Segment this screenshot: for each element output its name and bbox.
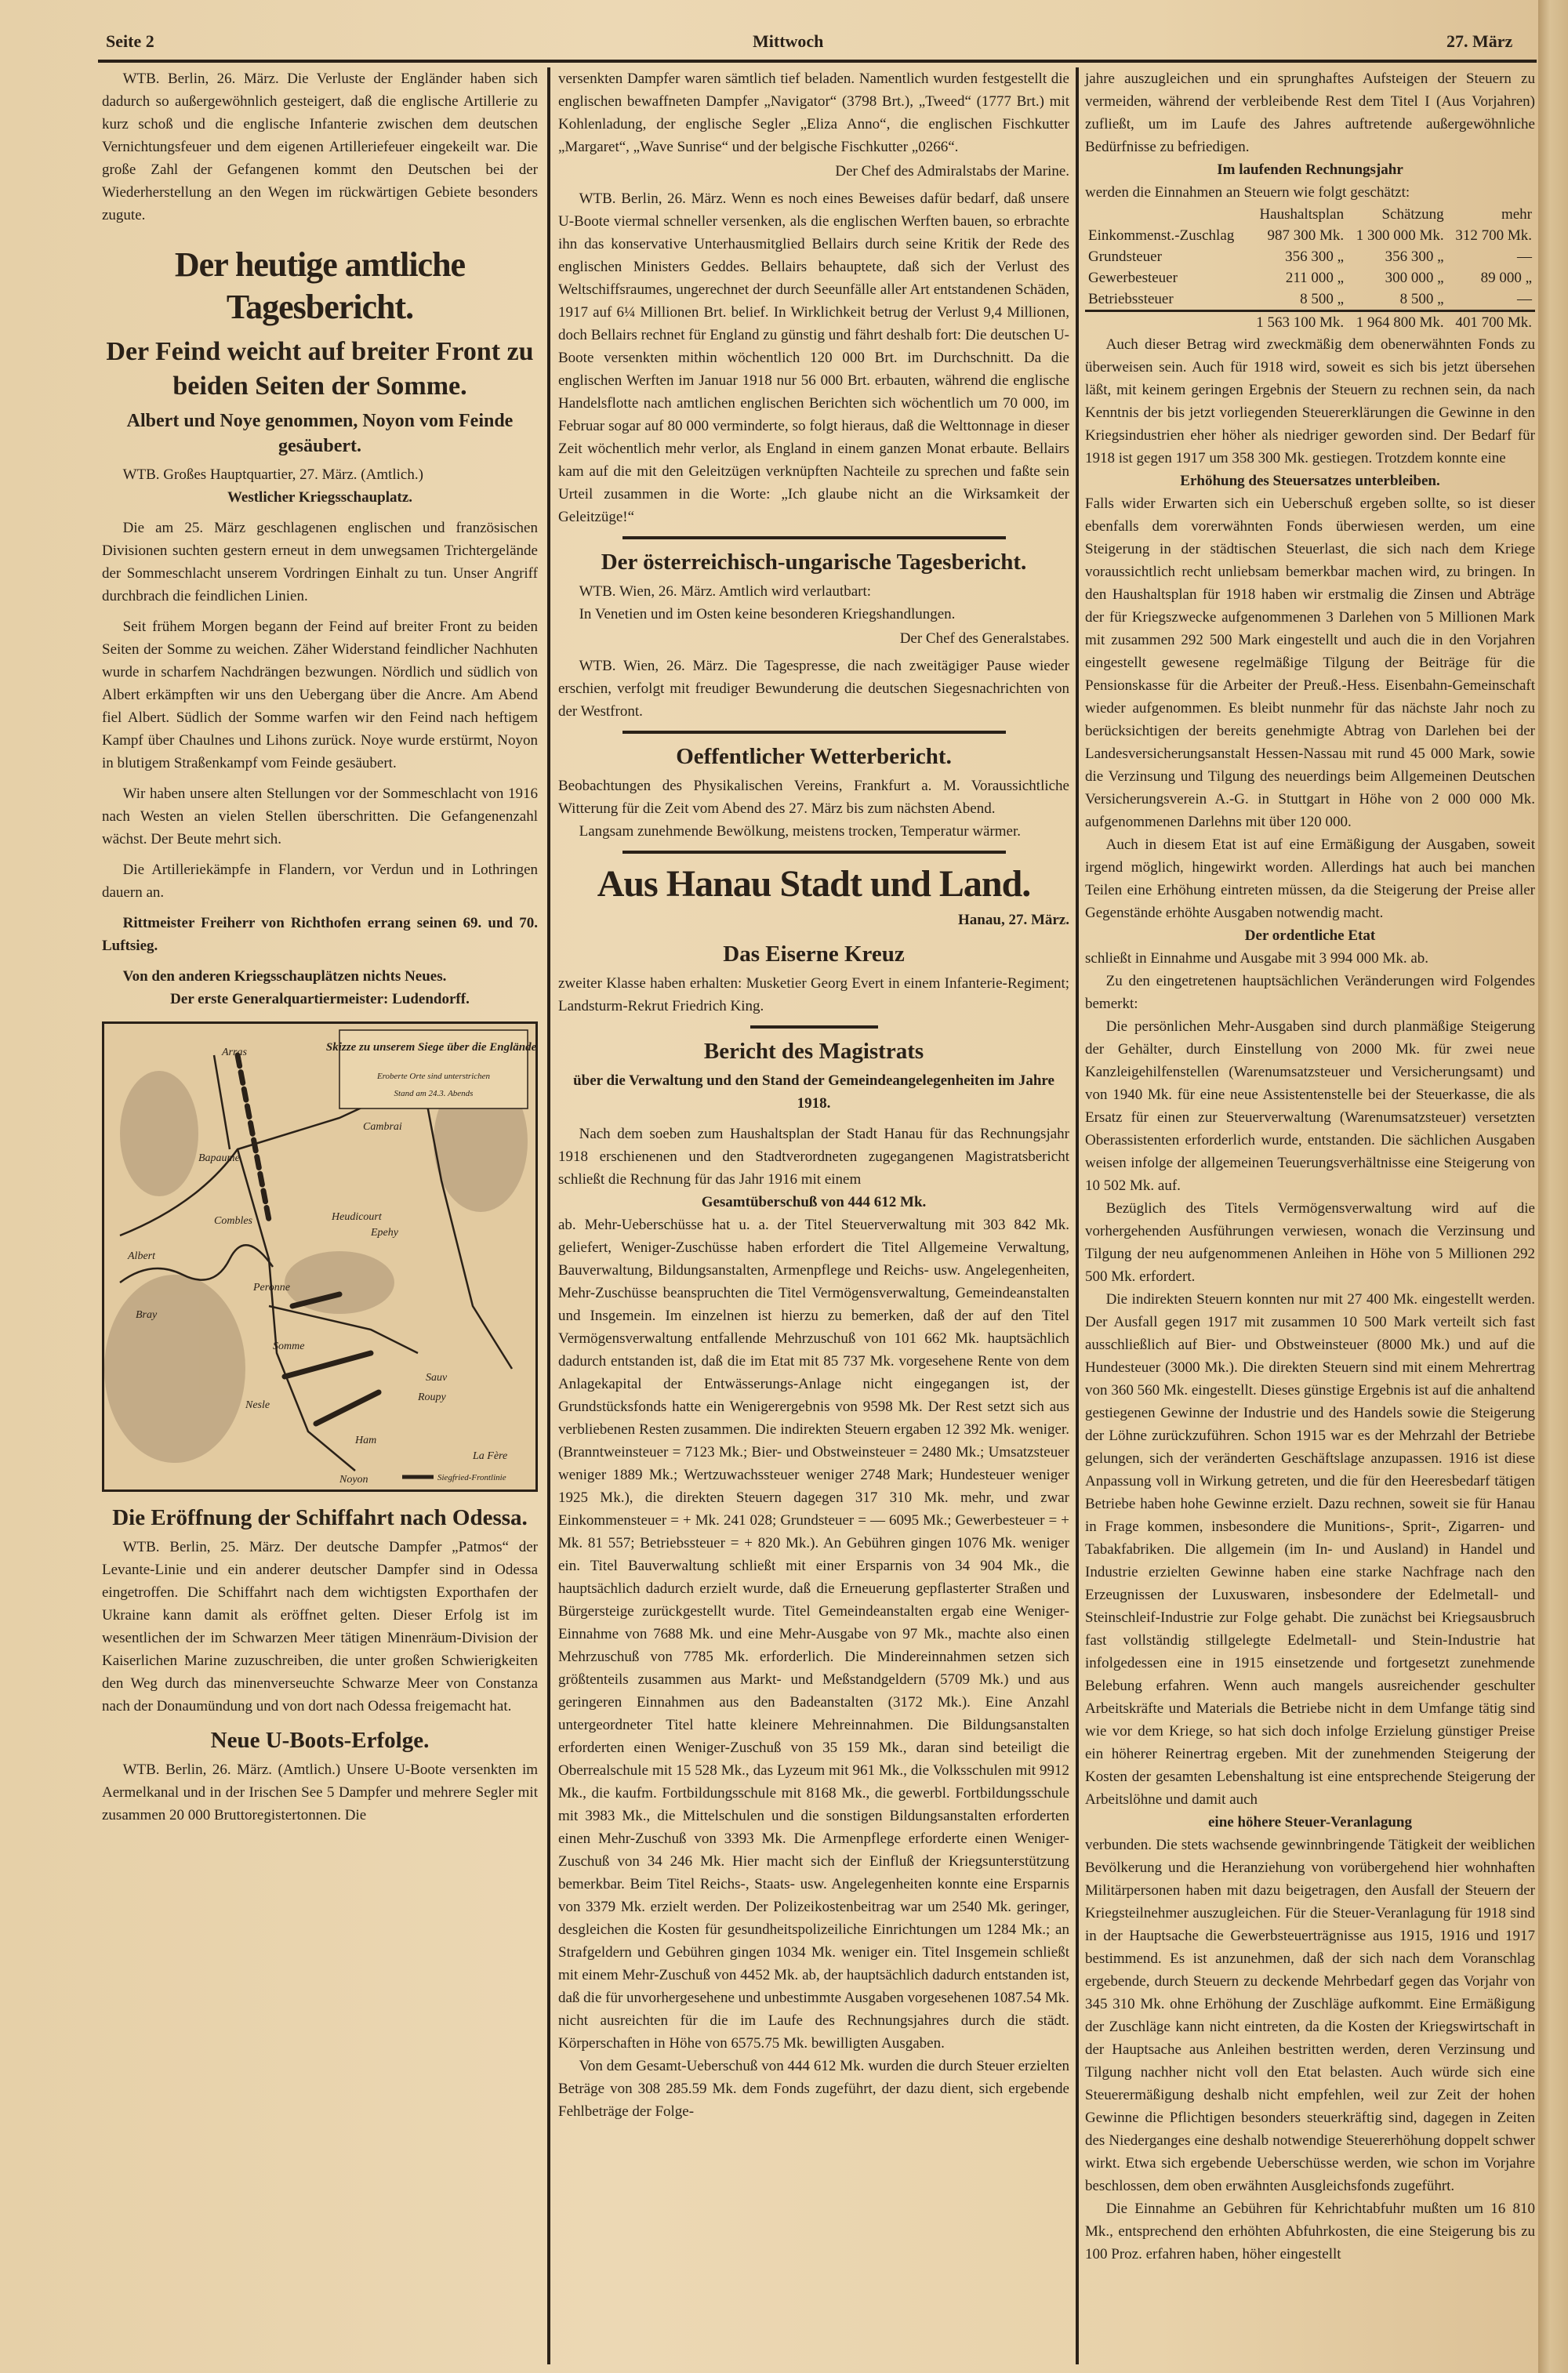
magistrate-paragraph: schließt in Einnahme und Ausgabe mit 3 994 000 Mk. ab. <box>1085 950 1429 967</box>
map-place-label: Albert <box>128 1250 155 1262</box>
magistrate-paragraph: Auch in diesem Etat ist auf eine Ermäßigung der Ausgaben, soweit irgend möglich, hingewirkt worden. Allerdings hat auch bei manchen Teilen eine Erhöhung eintreten müssen, da die Steigerung der Preise aller Gegenstände erhöhte Ausgaben notwendig macht. <box>1085 836 1535 921</box>
article-losses: WTB. Berlin, 26. März. Die Verluste der Engländer haben sich dadurch so außergewöhnlich gesteigert, daß die englische Artillerie zu kurz schoß und die englische Infanterie zwischen dem deutschen Vernichtungsfeuer und dem eigenen Artilleriefeuer eingekeilt war. Die große Zahl der Gefangenen kommt den Deutschen bei der Wiederherstellung an den Wegen im rückwärtigen Gebiete besonders zugute. <box>102 71 538 223</box>
headline-iron-cross: Das Eiserne Kreuz <box>723 942 905 967</box>
magistrate-paragraph: Zu den eingetretenen hauptsächlichen Veränderungen wird Folgendes bemerkt: <box>1085 973 1535 1012</box>
report-paragraph: Seit frühem Morgen begann der Feind auf breiter Front zu beiden Seiten der Somme zu weichen. Zäher Widerstand feindlicher Nachhuten wurde in scharfem Nachdrängen bezwungen. Nördlich und südlich von Albert erkämpften wir uns den Uebergang über die Ancre. Am Abend fiel Albert. Südlich der Somme warfen wir den Feind nach heftigem Kampf über Chaulnes und Lihons zurück. Noye wurde erstürmt, Noyon in blutigem Straßenkampf vom Feinde gesäubert. <box>102 619 538 771</box>
headline-daily-report: Der heutige amtliche Tagesbericht. <box>174 245 466 326</box>
magistrate-paragraph: Auch dieser Betrag wird zweckmäßig dem obenerwähnten Fonds zu überweisen sein. Auch für 1918 wird, soweit es sich bis jetzt übersehen läßt, mit keinem geringen Ergebnis der Steuern zu rechnen sein, da nach Kenntnis der bis jetzt vorliegenden Steuererklärungen die Gewinne in den Kriegsindustrien eher höher als niedriger geworden sind. Der Bedarf für 1918 ist gegen 1917 um 358 300 Mk. gestiegen. Trotzdem konnte eine <box>1085 336 1535 466</box>
article-uboot-cont: versenkten Dampfer waren sämtlich tief beladen. Namentlich wurden festgestellt die englischen bewaffneten Dampfer „Navigator“ (3798 Brt.), „Tweed“ (1777 Brt.) mit Kohlenladung, der englische Segler „Eliza Anno“, die englischen Fischkutter „Margaret“, „Wave Sunrise“ und der belgische Fischkutter „0266“. <box>558 71 1069 155</box>
dateline: WTB. Großes Hauptquartier, 27. März. (Amtlich.) <box>122 466 423 483</box>
map-place-label: Roupy <box>418 1392 446 1403</box>
map-place-label: Ham <box>355 1435 377 1446</box>
map-note: Eroberte Orte sind unterstrichen <box>376 1072 491 1081</box>
map-place-label: La Fère <box>473 1450 508 1462</box>
tax-estimate-table <box>1085 204 1535 333</box>
magistrate-paragraph: verbunden. Die stets wachsende gewinnbringende Tätigkeit der weiblichen Bevölkerung und die Heranziehung von vorübergehend hier wohnhaften Militärpersonen haben mit dazu beigetragen, den Ausfall der Steuern der Kriegsteilnehmer auszugleichen. Für die Steuer-Veranlagung für 1918 sind in der Hauptsache die Gewerbsteuerträgnisse aus 1915, 1916 und 1917 bestimmend. Es ist anzunehmen, daß der sich nach dem Voranschlag ergebende, durch Steuern zu deckende Mehrbedarf gegen das Vorjahr von 345 310 Mk. ohne Erhöhung der Zuschläge aufkommt. Eine Ermäßigung der Zuschläge kann nicht eintreten, da die Kosten der Kriegswirtschaft in der Hauptsache aus Anleihen bestritten werden, deren Verzinsung und Tilgung nachher nicht voll den Etat belasten. Auch würde sich eine Steuerermäßigung deshalb nicht empfehlen, weil zur Zeit der hohen Gewinne die Pflichtigen besonders steuerkräftig sind, dagegen in Zeiten des Niederganges eine deshalb notwendige Steuererhöhung doppelt schwer wirkt. Etwa sich ergebende Ueberschüsse werden, wie schon im Vorjahre beschlossen, dem oben erwähnten Ausgleichsfonds zugeführt. <box>1085 1837 1535 2194</box>
austria-dateline: WTB. Wien, 26. März. Amtlich wird verlautbart: <box>579 583 872 600</box>
signature-generalstab: Der Chef des Generalstabes. <box>899 630 1069 647</box>
subheadline-magistrate: über die Verwaltung und den Stand der Gemeindeangelegenheiten im Jahre 1918. <box>573 1072 1054 1112</box>
adjacent-page-edge <box>1538 0 1568 2373</box>
magistrate-paragraph: werden die Einnahmen an Steuern wie folgt geschätzt: <box>1085 184 1410 201</box>
header-rule <box>98 60 1537 63</box>
headline-uboot: Neue U-Boots-Erfolge. <box>210 1728 430 1753</box>
magistrate-paragraph: Die Einnahme an Gebühren für Kehrichtabfuhr mußten um 16 810 Mk., entsprechend den erhöhten Abfuhrkosten, die eine Steigerung bis zu 100 Proz. erfahren haben, höher eingestellt <box>1085 2201 1535 2262</box>
map-place-label: Sauv <box>426 1372 448 1384</box>
signature-admiralstab: Der Chef des Admiralstabs der Marine. <box>835 163 1069 180</box>
map-place-label: Heudicourt <box>332 1211 382 1223</box>
column-3 <box>1085 67 1535 2266</box>
map-place-label: Bray <box>136 1309 158 1321</box>
article-odessa: WTB. Berlin, 25. März. Der deutsche Dampfer „Patmos“ der Levante-Linie und ein anderer deutscher Dampfer sind in Odessa eingetroffen. Die Schiffahrt nach dem wichtigsten Exporthafen der Ukraine kann damit als eröffnet gelten. Dieser Erfolg ist im wesentlichen der im Schwarzen Meer tätigen Minenräum-Division der Kaiserlichen Marine zuzuschreiben, die unter großen Schwierigkeiten den Weg durch das minenverseuchte Schwarze Meer von Constanza nach der Donaumündung und von dort nach Odessa freigemacht hat. <box>102 1539 538 1714</box>
magistrate-paragraph: jahre auszugleichen und ein sprunghaftes Aufsteigen der Steuern zu vermeiden, während der verbleibende Rest dem Titel I (Aus Vorjahren) zufließt, um im Laufe des Jahres auftretende außergewöhnliche Bedürfnisse zu befriedigen. <box>1085 71 1535 155</box>
column-1 <box>102 67 538 1827</box>
map-place-label: Nesle <box>245 1399 270 1411</box>
headline-odessa: Die Eröffnung der Schiffahrt nach Odessa. <box>112 1505 528 1530</box>
report-paragraph: Von den anderen Kriegsschauplätzen nichts Neues. <box>122 968 447 985</box>
article-uboot: WTB. Berlin, 26. März. (Amtlich.) Unsere U-Boote versenkten im Aermelkanal und in der Irischen See 5 Dampfer und mehrere Segler mit zusammen 20 000 Bruttoregistertonnen. Die <box>102 1762 538 1823</box>
magistrate-paragraph: Die indirekten Steuern konnten nur mit 27 400 Mk. eingestellt werden. Der Ausfall gegen 1917 mit zusammen 10 500 Mark verteilt sich fast ausschließlich auf Bier- und Obstweinsteuer (8000 Mk.) und auf die Hundesteuer (3000 Mk.). Die direkten Steuern sind mit einem Mehrertrag von 360 560 Mk. eingestellt. Dieses günstige Ergebnis ist auf die anhaltend gestiegenen Gewinne der Industrie und des Handels sowie die Steigerung der Löhne zurückzuführen. Schon 1915 war es der Mehrzahl der Betriebe gelungen, sich der veränderten Geschäftslage anzupassen. 1916 ist diese Anpassung voll in Wirkung getreten, und die für den Heeresbedarf tätigen Betriebe haben hohe Gewinne erzielt. Dazu rechnen, soweit sie für Hanau in Frage kommen, insbesondere die Munitions-, Sprit-, Zigarren- und Tabakfabriken. Die allgemein (im In- und Ausland) in Handel und Industrie erzielten Gewinne haben eine starke Nachfrage nach den Erzeugnissen der Luxuswaren, insbesondere der Edelmetall- und Steinschleif-Industrie zur Folge gehabt. Die zunächst bei Kriegsausbruch fast vollständig stillgelegte Edelmetall- und Stein-Industrie hat infolgedessen eine in 1915 einsetzende und fortgesetzt zunehmende Belebung erfahren. Wenn auch mangels ausreichender geschulter Arbeitskräfte und Materials die Betriebe nicht in dem Umfange tätig sind wie vor dem Kriege, so hat sich doch infolge Erzielung günstiger Preise ein höherer Reinertrag ergeben. Mit der zunehmenden Steigerung der Kosten der gesamten Lebenshaltung ist eine entsprechende Steigerung der Arbeitslöhne und damit auch <box>1085 1291 1535 1808</box>
map-place-label: Arras <box>222 1047 247 1058</box>
report-paragraph: Wir haben unsere alten Stellungen vor der Sommeschlacht von 1916 nach Westen an vielen Stellen überschritten. Die Gefangenenzahl wächst. Der Beute mehrt sich. <box>102 786 538 847</box>
total-surplus: Gesamtüberschuß von 444 612 Mk. <box>701 1194 927 1210</box>
headline-austria: Der österreichisch-ungarische Tagesbericht. <box>601 550 1027 575</box>
map-place-label: Somme <box>273 1341 305 1352</box>
issue-date: 27. März <box>1446 31 1513 51</box>
report-paragraph: Die am 25. März geschlagenen englischen und französischen Divisionen suchten gestern erneut in dem unwegsamen Trichtergelände der Sommeschlacht unserem Vordringen Einhalt zu tun. Unser Angriff durchbrach die feindlichen Linien. <box>102 520 538 604</box>
weekday: Mittwoch <box>753 31 824 51</box>
table-total-row: 1 563 100 Mk. 1 964 800 Mk. 401 700 Mk. <box>1085 311 1535 334</box>
column-2 <box>558 67 1069 2123</box>
local-dateline: Hanau, 27. März. <box>958 912 1069 928</box>
subheading-tax-assessment: eine höhere Steuer-Veranlagung <box>1207 1814 1412 1831</box>
article-vienna-press: WTB. Wien, 26. März. Die Tagespresse, die nach zweitägiger Pause wieder erschien, verfolgt mit freudiger Bewunderung die deutschen Siegesnachrichten von der Westfront. <box>558 658 1069 720</box>
subheadline: Der Feind weicht auf breiter Front zu beiden Seiten der Somme. <box>106 337 534 401</box>
article-bellairs: WTB. Berlin, 26. März. Wenn es noch eines Beweises dafür bedarf, daß unsere U-Boote viermal schneller versenken, als die englischen Werften bauen, so erbrachte ihn das konservative Unterhausmitglied Bellairs durch seine Kritik der Rede des englischen Ministers Geddes. Bellairs behauptete, daß sich der Verlust des Weltschiffsraumes, ungerechnet der durch Seeunfälle aller Art entstandenen Schäden, 1917 auf 6¼ Millionen Brt. belief. In Wirklichkeit betrug der Verlust 9,4 Millionen, doch Bellairs rechnet für England zu günstig und fährt deshalb fort: Die deutschen U-Boote versenkten mithin wöchentlich 120 000 Brt. im Durchschnitt. Da die englischen Werften im Januar 1918 nur 56 000 Brt. erbauten, während die englische Handelsflotte nach amtlichen englischen Berichten sich wöchentlich um 70 000, im Februar sogar auf 80 000 verminderte, so folgt hieraus, daß die Welttonnage in dieser Zeit wöchentlich mehr verlor, als England in einem ganzen Monat erbaute. Bellairs kam auf die mit den Geleitzügen verknüpften Nachteile zu sprechen und faßte sein Urteil zusammen in die Worte: „Ich glaube nicht an die Wirksamkeit der Geleitzüge!“ <box>558 190 1069 525</box>
weather-forecast: Langsam zunehmende Bewölkung, meistens trocken, Temperatur wärmer. <box>579 823 1021 840</box>
table-header-row: Haushaltsplan Schätzung mehr <box>1259 206 1532 223</box>
subheading-tax-rate: Erhöhung des Steuersatzes unterbleiben. <box>1180 473 1440 489</box>
subheading-current-year: Im laufenden Rechnungsjahr <box>1217 161 1403 178</box>
headline-magistrate-report: Bericht des Magistrats <box>703 1039 924 1064</box>
table-row: Einkommenst.-Zuschlag 987 300 Mk. 1 300 000 Mk. 312 700 Mk. <box>1088 227 1532 244</box>
report-paragraph: Rittmeister Freiherr von Richthofen errang seinen 69. und 70. Luftsieg. <box>102 915 538 954</box>
war-map-somme <box>102 1021 538 1492</box>
subheading-ordinary-budget: Der ordentliche Etat <box>1244 927 1376 944</box>
magistrate-paragraph: Nach dem soeben zum Haushaltsplan der Stadt Hanau für das Rechnungsjahr 1918 erschienenen und den Stadtverordneten zugegangenen Magistratsbericht schließt die Rechnung für das Jahr 1916 mit einem <box>558 1126 1069 1188</box>
magistrate-paragraph: Bezüglich des Titels Vermögensverwaltung wird auf die vorhergehenden Ausführungen verwiesen, wonach die Verzinsung und Tilgung der neu aufgenommenen Anleihen in Höhe von 5 Millionen 292 500 Mk. erfordert. <box>1085 1200 1535 1285</box>
magistrate-paragraph: Von dem Gesamt-Ueberschuß von 444 612 Mk. wurden die durch Steuer erzielten Beträge von 308 285.59 Mk. dem Fonds zugeführt, der dazu dient, sich ergebende Fehlbeträge der Folge- <box>558 2058 1069 2120</box>
map-place-label: Bapaume <box>198 1152 240 1164</box>
austria-report: In Venetien und im Osten keine besonderen Kriegshandlungen. <box>579 606 956 622</box>
magistrate-paragraph: Die persönlichen Mehr-Ausgaben sind durch planmäßige Steigerung der Gehälter, durch Einstellung von 2000 Mk. für zwei neue Kanzleigehilfenstellen (Warenumsatzsteuer und Versicherungsamt) und von 1940 Mk. für eine neue Assistentenstelle bei der Steuerkasse, die als Ersatz für einen zur Steuerverwaltung (Warenumsatzsteuer) versetzten Oberassistenten erforderlich wurde, entstanden. Die sächlichen Ausgaben weisen infolge der allgemeinen Teuerungsverhältnisse eine Steigerung von 10 502 Mk. auf. <box>1085 1018 1535 1194</box>
article-iron-cross: zweiter Klasse haben erhalten: Musketier Georg Evert in einem Infanterie-Regiment; Landsturm-Rekrut Friedrich King. <box>558 975 1069 1014</box>
column-divider <box>1076 67 1079 2364</box>
column-divider <box>547 67 550 2364</box>
map-title: Skizze zu unserem Siege über die Engländer <box>325 1041 535 1054</box>
report-signature: Der erste Generalquartiermeister: Ludendorff. <box>170 991 470 1007</box>
map-place-label: Peronne <box>253 1282 290 1294</box>
magistrate-paragraph: ab. Mehr-Ueberschüsse hat u. a. der Titel Steuerverwaltung mit 303 842 Mk. geliefert, Weniger-Zuschüsse haben erfordert die Titel Allgemeine Verwaltung, Bauverwaltung, Bildungsanstalten, Armenpflege und Reichs- usw. Angelegenheiten, Mehr-Zuschüsse beanspruchten die Titel Vermögensverwaltung, Gemeindeanstalten und Insgemein. Im einzelnen ist hierzu zu bemerken, daß der auf den Titel Vermögensverwaltung entfallende Mehrzuschuß von 101 662 Mk. hauptsächlich dadurch entstanden ist, daß die im Etat mit 85 737 Mk. vorgesehene Rente von dem Anlagekapital der Entwässerungs-Anlage nicht eingegangen ist, der Grundstücksfonds hatte ein Wenigerergebnis von 9598 Mk. Der Rest setzt sich aus verbliebenen Resten zusammen. Die indirekten Steuern ergaben 12 392 Mk. weniger. (Branntweinsteuer = 7123 Mk.; Bier- und Obstweinsteuer = 2480 Mk.; Umsatzsteuer weniger 1889 Mk.; Wertzuwachssteuer weniger 2748 Mark; Hundesteuer weniger 1925 Mk.), die direkten Steuern dagegen 317 310 Mk. mehr, und zwar Einkommensteuer = + Mk. 241 028; Grundsteuer = — 6095 Mk.; Gewerbesteuer = + Mk. 81 557; Betriebssteuer = + 820 Mk.). An Gebühren gingen 1076 Mk. weniger ein. Titel Bauverwaltung schließt mit einer Ersparnis von 34 904 Mk., die hauptsächlich dadurch erzielt wurde, daß die Erneuerung gepflasterter Straßen und Bürgersteige zurückgestellt wurde. Titel Gemeindeanstalten ergab eine Weniger-Einnahme von 7688 Mk. und eine Mehr-Ausgabe von 97 Mk., machte also einen Mehrzuschuß von 7785 Mk. erforderlich. Die Mindereinnahmen setzen sich größtenteils zusammen aus Markt- und Meßstandgeldern (5709 Mk.) und aus geringeren Einnahmen aus den Badeanstalten (3172 Mk.). Eine Anzahl untergeordneter Titel hatte kleinere Mehreinnahmen. Die Bildungsanstalten erforderten einen Weniger-Zuschuß von 35 159 Mk., daran sind beteiligt die Oberrealschule mit 15 528 Mk., das Lyzeum mit 961 Mk., die Volksschulen mit 9912 Mk., die kaufm. Fortbildungsschule mit 8168 Mk., die gewerbl. Fortbildungsschule mit 3983 Mk., die Mittelschulen und die sonstigen Bildungsanstalten erforderten einen Mehr-Zuschuß von 3393 Mk. Die Armenpflege erforderte einen Weniger-Zuschuß von 34 246 Mk. Hier macht sich der Einfluß der Kriegsunterstützung bemerkbar. Beim Titel Reichs-, Staats- usw. Angelegenheiten konnte eine Ersparnis von 3379 Mk. erzielt werden. Der Polizeikostenbeitrag war um 2540 Mk. geringer, desgleichen die Kosten für gesundheitspolizeiliche Einrichtungen um 1284 Mk.; an Strafgeldern und Gebühren gingen 1034 Mk. weniger ein. Titel Insgemein schließt mit einem Mehr-Zuschuß von 4452 Mk. ab, der hauptsächlich dadurch entstanden ist, daß die für unvorhergesehene und unbestimmte Ausgaben vorgesehenen 1087.54 Mk. nicht ausreichten für die im Laufe des Rechnungsjahres durch die städt. Körperschaften in Höhe von 6575.75 Mk. bewilligten Ausgaben. <box>558 1217 1070 2052</box>
map-place-label: Cambrai <box>363 1121 402 1133</box>
map-place-label: Epehy <box>371 1227 398 1239</box>
section-theater: Westlicher Kriegsschauplatz. <box>227 489 413 506</box>
map-graphic <box>104 1024 535 1489</box>
table-row: Grundsteuer 356 300 „ 356 300 „ — <box>1088 249 1532 265</box>
map-legend: Siegfried-Frontlinie <box>437 1473 506 1482</box>
table-row: Betriebssteuer 8 500 „ 8 500 „ — <box>1088 291 1532 307</box>
weather-source: Beobachtungen des Physikalischen Vereins, Frankfurt a. M. Voraussichtliche Witterung für die Zeit vom Abend des 27. März bis zum nächsten Abend. <box>558 778 1069 817</box>
table-row: Gewerbesteuer 211 000 „ 300 000 „ 89 000 „ <box>1088 270 1532 286</box>
magistrate-paragraph: Falls wider Erwarten sich ein Ueberschuß ergeben sollte, so ist dieser ebenfalls dem vorerwähnten Fonds überwiesen werden, um eine Steigerung in der städtischen Steuerlast, die sich nach dem Kriege voraussichtlich recht unliebsam bemerkbar machen wird, zu bringen. In den Haushaltsplan für 1918 haben wir erstmalig die Zinsen und Abträge der für Kriegszwecke aufgenommenen 3 Darlehen von 5 Millionen Mark mit zusammen 292 500 Mark eingestellt und auch die in den Vorjahren eingestellt gewesene regelmäßige Tilgung der Beiträge für die Pensionskasse für die Arbeiter der Preuß.-Hess. Eisenbahn-Gemeinschaft wieder aufgenommen. Es bleibt nunmehr für das nächste Jahr noch zu berücksichtigen der bereits genehmigte Abtrag von Darlehen bei der Landesversicherungsanstalt Hessen-Nassau mit rund 45 000 Mark, sowie die Verzinsung und Tilgung des neuerdings beim Allgemeinen Deutschen Versicherungsverein A.-G. in Stuttgart in Höhe von 2 000 000 Mk. aufgenommenen Darlehns mit über 120 000. <box>1085 495 1535 830</box>
map-note: Stand am 24.3. Abends <box>394 1089 474 1098</box>
report-paragraph: Die Artilleriekämpfe in Flandern, vor Verdun und in Lothringen dauern an. <box>102 862 538 901</box>
headline-weather: Oeffentlicher Wetterbericht. <box>676 744 952 769</box>
map-place-label: Noyon <box>339 1474 368 1486</box>
subheadline-2: Albert und Noye genommen, Noyon vom Feinde gesäubert. <box>126 411 514 456</box>
map-place-label: Combles <box>214 1215 252 1227</box>
page-number: Seite 2 <box>106 31 154 51</box>
section-local-news: Aus Hanau Stadt und Land. <box>597 863 1031 905</box>
